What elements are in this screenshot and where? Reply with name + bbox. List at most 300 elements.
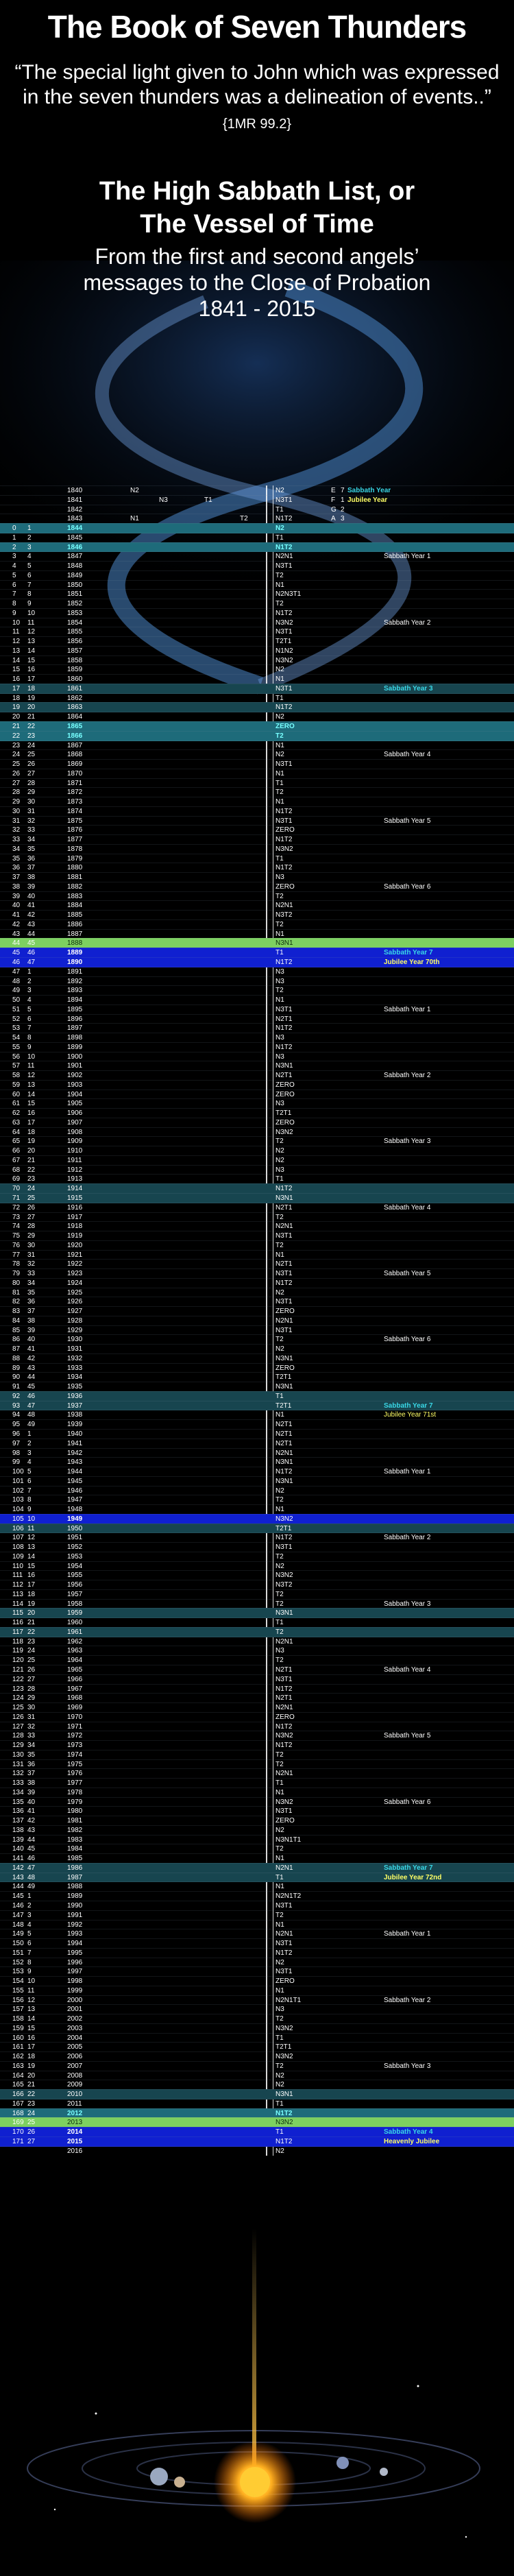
cycle-index: 24 (27, 2109, 36, 2117)
cycle-index: 19 (27, 1137, 36, 1146)
range-line-3: 1841 - 2015 (198, 296, 316, 321)
year-cell: 1986 (67, 1864, 83, 1872)
row-index: 77 (12, 1251, 21, 1259)
combined-cell: N1 (276, 1251, 284, 1259)
year-cell: 1911 (67, 1156, 82, 1164)
cycle-index: 14 (27, 647, 36, 655)
year-cell: 1859 (67, 666, 83, 674)
row-index: 113 (12, 1590, 23, 1598)
row-index: 112 (12, 1581, 23, 1589)
cycle-index: 49 (27, 1421, 36, 1429)
combined-cell: N3N2 (276, 618, 293, 627)
row-index: 16 (12, 675, 21, 684)
cycle-index: 31 (27, 807, 36, 815)
combined-cell: N1T2 (276, 1685, 293, 1693)
cycle-index: 36 (27, 1298, 36, 1306)
row-index: 150 (12, 1940, 24, 1948)
range-line-2: messages to the Close of Probation (83, 270, 431, 295)
cycle-index: 31 (27, 1251, 36, 1259)
cycle-index: 42 (27, 1354, 36, 1362)
combined-cell: T2 (276, 2062, 284, 2070)
cycle-index: 39 (27, 882, 36, 891)
combined-cell: N2T1 (276, 1666, 293, 1674)
row-index: 119 (12, 1647, 23, 1655)
cycle-index: 13 (27, 638, 36, 646)
year-cell: 1880 (67, 864, 83, 872)
row-index: 23 (12, 741, 21, 749)
row-index: 162 (12, 2053, 24, 2061)
combined-cell: N3N2 (276, 1515, 293, 1523)
cycle-index: 15 (27, 1562, 36, 1570)
combined-cell: N2N1 (276, 1449, 293, 1457)
cycle-index: 24 (27, 741, 36, 749)
combined-cell: T1 (276, 1873, 284, 1881)
combined-cell: ZERO (276, 1977, 295, 1986)
row-index: 21 (12, 723, 21, 730)
year-cell: 1853 (67, 609, 83, 617)
year-cell: 1886 (67, 920, 83, 928)
combined-cell: T2 (276, 789, 284, 797)
cycle-index: 27 (27, 2138, 36, 2145)
row-index: 47 (12, 967, 21, 976)
cycle-index: 12 (27, 1534, 36, 1542)
combined-cell: N1 (276, 1883, 284, 1891)
year-label: Sabbath Year 3 (384, 1137, 431, 1146)
cycle-index: 5 (27, 1468, 32, 1476)
row-index: 92 (12, 1392, 21, 1400)
combined-cell: N2N1T1 (276, 1996, 302, 2004)
letter-cell: G (331, 505, 336, 514)
year-label: Jubilee Year 72nd (384, 1873, 442, 1881)
combined-cell: N3N1 (276, 1458, 293, 1467)
row-index: 157 (12, 2006, 24, 2014)
year-cell: 1857 (67, 647, 83, 655)
cycle-index: 26 (27, 1203, 36, 1212)
year-label: Sabbath Year 7 (384, 1864, 433, 1872)
cycle-index: 43 (27, 1364, 36, 1372)
year-cell: 1864 (67, 713, 83, 721)
cycle-index: 44 (27, 1373, 36, 1382)
combined-cell: N3N2 (276, 1572, 293, 1580)
combined-cell: T2 (276, 571, 284, 579)
combined-cell: T2T1 (276, 2043, 292, 2051)
combined-cell: N3 (276, 2006, 284, 2014)
t2-cell: T2 (240, 515, 248, 523)
row-index: 41 (12, 911, 21, 919)
row-index: 101 (12, 1477, 24, 1485)
combined-cell: N3 (276, 1647, 284, 1655)
row-index: 110 (12, 1562, 23, 1570)
combined-cell: N1T2 (276, 1534, 293, 1542)
year-cell: 1863 (67, 703, 83, 712)
combined-cell: N3 (276, 1100, 284, 1108)
year-label: Sabbath Year 7 (384, 1401, 433, 1410)
row-index: 166 (12, 2091, 24, 2099)
combined-cell: T2T1 (276, 1373, 292, 1382)
row-index: 104 (12, 1506, 24, 1514)
year-cell: 1950 (67, 1524, 83, 1532)
combined-cell: T2 (276, 1600, 284, 1608)
row-index: 98 (12, 1449, 21, 1457)
cycle-index: 48 (27, 1873, 36, 1881)
year-cell: 1942 (67, 1449, 83, 1457)
cycle-index: 7 (27, 1486, 32, 1495)
year-cell: 2001 (67, 2006, 83, 2014)
combined-cell: N3T1 (276, 1232, 293, 1240)
cycle-index: 17 (27, 2043, 36, 2051)
year-cell: 1894 (67, 996, 83, 1004)
cycle-index: 48 (27, 1411, 36, 1419)
year-cell: 1881 (67, 874, 83, 882)
row-index: 127 (12, 1722, 24, 1731)
year-cell: 1903 (67, 1081, 83, 1089)
row-index: 57 (12, 1062, 21, 1070)
cycle-index: 27 (27, 769, 36, 778)
row-index: 109 (12, 1552, 24, 1561)
year-cell: 1978 (67, 1788, 83, 1796)
combined-cell: N2 (276, 487, 284, 494)
cycle-index: 32 (27, 817, 36, 825)
row-index: 5 (12, 571, 16, 579)
year-cell: 1891 (67, 967, 83, 976)
row-index: 124 (12, 1694, 24, 1702)
row-index: 25 (12, 760, 21, 769)
year-cell: 1895 (67, 1005, 83, 1013)
row-index: 160 (12, 2034, 24, 2042)
cycle-index: 26 (27, 2128, 36, 2136)
row-index: 11 (12, 628, 20, 636)
year-label: Sabbath Year 6 (384, 1336, 431, 1344)
combined-cell: N3T1 (276, 1298, 293, 1306)
year-cell: 2003 (67, 2024, 83, 2032)
year-cell: 1897 (67, 1024, 83, 1033)
cycle-index: 28 (27, 1685, 36, 1693)
row-index: 58 (12, 1072, 21, 1080)
combined-cell: N2 (276, 2071, 284, 2080)
year-label: Jubilee Year 70th (384, 959, 440, 966)
cycle-index: 13 (27, 2006, 36, 2014)
row-index: 97 (12, 1439, 21, 1447)
year-cell: 1980 (67, 1807, 83, 1816)
cycle-index: 25 (27, 1657, 36, 1665)
combined-cell: N3N2 (276, 656, 293, 664)
row-index: 85 (12, 1326, 21, 1334)
year-cell: 1995 (67, 1949, 83, 1957)
year-cell: 2006 (67, 2053, 83, 2061)
year-label: Sabbath Year 4 (384, 1666, 431, 1674)
combined-cell: N1N2 (276, 647, 293, 655)
year-cell: 1920 (67, 1241, 83, 1249)
combined-cell: N3 (276, 977, 284, 985)
row-index: 30 (12, 807, 21, 815)
year-cell: 1854 (67, 618, 83, 627)
cycle-index: 45 (27, 939, 36, 948)
year-cell: 1841 (67, 496, 83, 504)
row-index: 146 (12, 1902, 24, 1910)
cycle-index: 17 (27, 1118, 36, 1127)
year-cell: 1996 (67, 1958, 83, 1966)
year-cell: 1861 (67, 684, 83, 693)
year-label: Sabbath Year 3 (384, 684, 433, 693)
cycle-index: 39 (27, 1326, 36, 1334)
cycle-index: 27 (27, 1213, 36, 1221)
combined-cell: N3N1T1 (276, 1835, 302, 1844)
row-index: 144 (12, 1883, 24, 1891)
cycle-index: 10 (27, 1052, 36, 1061)
combined-cell: N1T2 (276, 1722, 293, 1731)
row-index: 84 (12, 1316, 21, 1325)
cycle-index: 2 (27, 977, 32, 985)
cycle-index: 36 (27, 1760, 36, 1768)
year-cell: 1917 (67, 1213, 83, 1221)
row-index: 43 (12, 930, 21, 938)
year-cell: 1848 (67, 562, 83, 570)
year-label: Sabbath Year (347, 487, 391, 494)
page-title: The Book of Seven Thunders (47, 9, 467, 45)
combined-cell: N3T1 (276, 1270, 293, 1278)
year-label: Sabbath Year 4 (384, 751, 431, 759)
year-cell: 2000 (67, 1996, 83, 2004)
year-cell: 1968 (67, 1694, 83, 1702)
combined-cell: T1 (276, 2034, 284, 2042)
row-index: 42 (12, 920, 21, 928)
combined-cell: N1T2 (276, 609, 293, 617)
combined-cell: T1 (276, 779, 284, 787)
cycle-index: 33 (27, 1732, 36, 1740)
row-index: 105 (12, 1515, 24, 1523)
row-index: 114 (12, 1600, 23, 1608)
year-cell: 1908 (67, 1128, 83, 1136)
cycle-index: 32 (27, 1722, 36, 1731)
row-index: 64 (12, 1128, 21, 1136)
year-cell: 1929 (67, 1326, 83, 1334)
cycle-index: 2 (27, 533, 32, 542)
year-cell: 1961 (67, 1628, 83, 1636)
cycle-index: 5 (27, 1930, 32, 1938)
row-index: 142 (12, 1864, 24, 1872)
year-cell: 1974 (67, 1750, 83, 1759)
combined-cell: T2 (276, 1552, 284, 1561)
cycle-index: 41 (27, 1345, 36, 1353)
combined-cell: N1 (276, 581, 284, 589)
year-cell: 1927 (67, 1308, 83, 1316)
cycle-index: 45 (27, 1383, 36, 1391)
cycle-index: 9 (27, 1043, 32, 1051)
cycle-index: 42 (27, 1817, 36, 1825)
row-index: 33 (12, 836, 21, 844)
year-label: Sabbath Year 6 (384, 882, 431, 891)
combined-cell: N3 (276, 1052, 284, 1061)
cycle-index: 3 (27, 1449, 32, 1457)
year-cell: 1858 (67, 656, 83, 664)
cycle-index: 43 (27, 1826, 36, 1834)
quote-text: “The special light given to John which was expressed in the seven thunders was a delineation of events..” (14, 61, 500, 108)
year-cell: 1951 (67, 1534, 83, 1542)
cycle-index: 22 (27, 1166, 36, 1174)
year-label: Sabbath Year 1 (384, 1930, 431, 1938)
cycle-index: 47 (27, 1401, 36, 1410)
cycle-index: 20 (27, 1609, 36, 1617)
year-cell: 2010 (67, 2091, 83, 2099)
row-index: 53 (12, 1024, 21, 1033)
row-index: 54 (12, 1034, 21, 1042)
combined-cell: T2T1 (276, 1401, 292, 1410)
row-index: 27 (12, 779, 21, 787)
combined-cell: N1T2 (276, 1279, 293, 1287)
cycle-index: 13 (27, 1081, 36, 1089)
row-index: 3 (12, 553, 16, 561)
row-index: 31 (12, 817, 21, 825)
row-index: 73 (12, 1213, 21, 1221)
combined-cell: T2 (276, 1496, 284, 1504)
cycle-index: 12 (27, 1996, 36, 2004)
cycle-index: 37 (27, 1308, 36, 1316)
cycle-index: 5 (27, 1005, 32, 1013)
cycle-index: 49 (27, 1883, 36, 1891)
year-label: Sabbath Year 1 (384, 1468, 431, 1476)
year-cell: 1954 (67, 1562, 83, 1570)
year-cell: 1934 (67, 1373, 83, 1382)
combined-cell: N1T2 (276, 515, 293, 523)
combined-cell: ZERO (276, 1308, 295, 1316)
combined-cell: N2 (276, 1486, 284, 1495)
year-cell: 1945 (67, 1477, 83, 1485)
row-index: 32 (12, 826, 21, 834)
row-index: 89 (12, 1364, 21, 1372)
row-index: 44 (12, 939, 21, 948)
row-index: 121 (12, 1666, 24, 1674)
year-cell: 1879 (67, 854, 83, 863)
row-index: 81 (12, 1288, 21, 1297)
combined-cell: N1 (276, 1506, 284, 1514)
range-line-1: From the first and second angels’ (95, 244, 419, 269)
cycle-index: 37 (27, 864, 36, 872)
year-cell: 1896 (67, 1015, 83, 1023)
combined-cell: N2N1 (276, 902, 293, 910)
combined-cell: N2T1 (276, 1072, 293, 1080)
combined-cell: N3N1 (276, 1062, 293, 1070)
row-index: 96 (12, 1430, 21, 1438)
row-index: 35 (12, 854, 21, 863)
cycle-index: 30 (27, 1241, 36, 1249)
year-cell: 1862 (67, 694, 83, 702)
year-cell: 1948 (67, 1506, 83, 1514)
cycle-index: 4 (27, 996, 32, 1004)
year-cell: 2007 (67, 2062, 83, 2070)
combined-cell: N1 (276, 1855, 284, 1863)
row-index: 34 (12, 845, 21, 853)
year-cell: 1852 (67, 600, 83, 608)
row-index: 90 (12, 1373, 21, 1382)
combined-cell: T1 (276, 854, 284, 863)
combined-cell: N3T1 (276, 1940, 293, 1948)
year-cell: 1869 (67, 760, 83, 769)
year-cell: 1893 (67, 987, 83, 995)
combined-cell: T1 (276, 533, 284, 542)
combined-cell: T2 (276, 920, 284, 928)
cycle-index: 9 (27, 1506, 32, 1514)
row-index: 145 (12, 1892, 24, 1901)
combined-cell: N3T1 (276, 1543, 293, 1552)
cycle-index: 15 (27, 1100, 36, 1108)
year-cell: 1981 (67, 1817, 83, 1825)
cycle-index: 15 (27, 656, 36, 664)
cycle-number: 1 (341, 496, 345, 504)
year-cell: 1914 (67, 1185, 83, 1193)
cycle-index: 7 (27, 1024, 32, 1033)
row-index: 156 (12, 1996, 24, 2004)
row-index: 148 (12, 1921, 24, 1929)
year-cell: 1935 (67, 1383, 83, 1391)
year-cell: 1926 (67, 1298, 83, 1306)
cycle-index: 12 (27, 1072, 36, 1080)
year-cell: 1900 (67, 1052, 83, 1061)
row-index: 68 (12, 1166, 21, 1174)
row-index: 147 (12, 1911, 24, 1919)
year-cell: 1952 (67, 1543, 83, 1552)
row-index: 36 (12, 864, 21, 872)
combined-cell: ZERO (276, 1817, 295, 1825)
combined-cell: N3N1 (276, 1477, 293, 1485)
cycle-index: 40 (27, 892, 36, 900)
combined-cell: N3T1 (276, 496, 293, 504)
year-cell: 1873 (67, 798, 83, 806)
cycle-index: 16 (27, 2034, 36, 2042)
combined-cell: T1 (276, 2099, 284, 2108)
row-index: 155 (12, 1986, 24, 1995)
year-cell: 1993 (67, 1930, 83, 1938)
row-index: 143 (12, 1873, 24, 1881)
row-index: 28 (12, 789, 21, 797)
year-cell: 1905 (67, 1100, 83, 1108)
combined-cell: N3N1 (276, 1383, 293, 1391)
combined-cell: N3N1 (276, 2091, 293, 2099)
row-index: 153 (12, 1968, 24, 1976)
row-index: 100 (12, 1468, 24, 1476)
year-cell: 1941 (67, 1439, 83, 1447)
combined-cell: T2 (276, 1590, 284, 1598)
row-index: 51 (12, 1005, 21, 1013)
row-index: 122 (12, 1675, 24, 1683)
combined-cell: N1T2 (276, 1949, 293, 1957)
quote (0, 60, 514, 136)
row-index: 108 (12, 1543, 24, 1552)
year-cell: 1883 (67, 892, 83, 900)
cycle-index: 28 (27, 779, 36, 787)
combined-cell: T2 (276, 1336, 284, 1344)
t1-cell: T1 (204, 496, 212, 504)
year-cell: 1840 (67, 487, 83, 494)
row-index: 138 (12, 1826, 24, 1834)
year-cell: 1975 (67, 1760, 83, 1768)
row-index: 103 (12, 1496, 24, 1504)
subtitle (0, 175, 514, 241)
combined-cell: N2N3T1 (276, 590, 302, 599)
row-index: 14 (12, 656, 21, 664)
year-label: Heavenly Jubilee (384, 2138, 440, 2145)
row-index: 151 (12, 1949, 24, 1957)
combined-cell: N2 (276, 2081, 284, 2089)
year-cell: 1967 (67, 1685, 83, 1693)
cycle-index: 6 (27, 571, 32, 579)
year-label: Sabbath Year 7 (384, 949, 433, 957)
year-cell: 1888 (67, 939, 83, 948)
quote-reference: {1MR 99.2} (222, 117, 292, 132)
cycle-index: 6 (27, 1477, 32, 1485)
row-index: 76 (12, 1241, 21, 1249)
cycle-index: 11 (27, 1062, 35, 1070)
combined-cell: N1 (276, 741, 284, 749)
